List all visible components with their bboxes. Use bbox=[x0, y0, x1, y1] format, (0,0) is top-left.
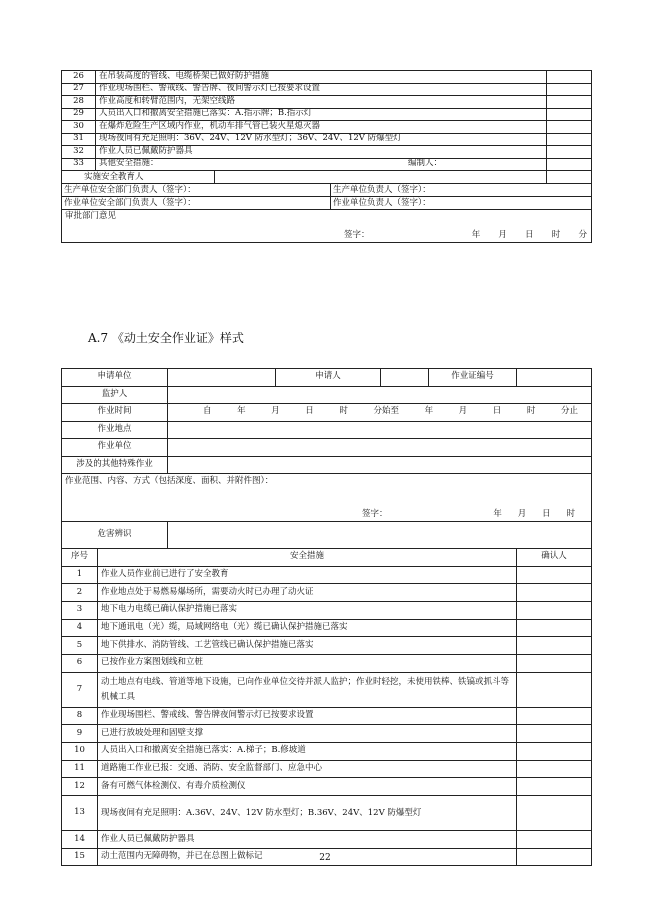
safety-measure-confirm[interactable] bbox=[517, 796, 592, 831]
safety-measure-no: 1 bbox=[62, 566, 98, 584]
safety-measure-confirm[interactable] bbox=[517, 619, 592, 637]
safety-measure-confirm[interactable] bbox=[517, 637, 592, 655]
measure-row bbox=[62, 108, 592, 121]
safety-measure-confirm[interactable] bbox=[517, 584, 592, 602]
measure-no: 31 bbox=[62, 133, 96, 146]
safety-educator-extra bbox=[547, 171, 592, 184]
supervisor-field[interactable] bbox=[168, 386, 592, 404]
safety-measure-row bbox=[62, 760, 592, 778]
measure-text: 作业高度和转臂范围内，无架空线路 bbox=[96, 96, 547, 109]
excavation-permit-table bbox=[61, 368, 592, 866]
safety-measure-no: 5 bbox=[62, 637, 98, 655]
safety-measure-no: 8 bbox=[62, 707, 98, 725]
safety-measure-text: 动土地点有电线、管道等地下设施，已向作业单位交待并派人监护；作业时轻挖，未使用铁棒、铁镐或抓斗等机械工具 bbox=[98, 672, 517, 707]
time-unit: 日 bbox=[305, 406, 314, 417]
confirm-cell[interactable] bbox=[547, 108, 592, 121]
time-unit: 年 bbox=[237, 406, 246, 417]
time-unit: 时 bbox=[551, 230, 561, 241]
safety-measure-no: 12 bbox=[62, 778, 98, 796]
safety-measure-text: 地下通讯电（光）缆，局域网络电（光）缆已确认保护措施已落实 bbox=[98, 619, 517, 637]
safety-measure-no: 2 bbox=[62, 584, 98, 602]
supervisor-label: 监护人 bbox=[62, 386, 168, 404]
col-header-no: 序号 bbox=[62, 549, 98, 567]
applicant-label: 申请人 bbox=[276, 369, 381, 387]
safety-measure-confirm[interactable] bbox=[517, 760, 592, 778]
safety-measure-row bbox=[62, 601, 592, 619]
safety-measure-confirm[interactable] bbox=[517, 566, 592, 584]
applicant-unit-label: 申请单位 bbox=[62, 369, 168, 387]
safety-measure-confirm[interactable] bbox=[517, 601, 592, 619]
safety-measure-row bbox=[62, 743, 592, 761]
signature-right[interactable]: 作业单位负责人（签字）： bbox=[333, 198, 431, 208]
measure-row bbox=[62, 96, 592, 109]
confirm-cell[interactable] bbox=[547, 121, 592, 134]
signature-right[interactable]: 生产单位负责人（签字）： bbox=[333, 185, 431, 195]
signature-left[interactable]: 生产单位安全部门负责人（签字）： bbox=[62, 184, 331, 196]
safety-measure-row bbox=[62, 707, 592, 725]
safety-measure-no: 4 bbox=[62, 619, 98, 637]
safety-measure-row bbox=[62, 619, 592, 637]
time-unit: 时 bbox=[526, 406, 536, 417]
safety-measure-confirm[interactable] bbox=[517, 707, 592, 725]
measure-no: 27 bbox=[62, 83, 96, 96]
time-unit: 分始至 bbox=[373, 406, 399, 417]
time-unit: 年 bbox=[471, 230, 481, 241]
safety-measure-text: 作业人员作业前已进行了安全教育 bbox=[98, 566, 517, 584]
approval-label: 审批部门意见 bbox=[65, 211, 117, 221]
safety-measure-row bbox=[62, 637, 592, 655]
safety-measure-row bbox=[62, 725, 592, 743]
time-unit: 月 bbox=[498, 230, 507, 241]
safety-measure-row bbox=[62, 831, 592, 849]
work-scope-field[interactable] bbox=[62, 474, 592, 522]
measure-row bbox=[62, 83, 592, 96]
confirm-cell[interactable] bbox=[547, 71, 592, 84]
safety-measure-row bbox=[62, 672, 592, 707]
measure-row bbox=[62, 121, 592, 134]
measure-text: 作业人员已佩戴防护器具 bbox=[96, 146, 547, 159]
confirm-cell[interactable] bbox=[547, 158, 592, 171]
safety-measure-text: 人员出入口和撤离安全措施已落实：A.梯子；B.修坡道 bbox=[98, 743, 517, 761]
time-unit: 分 bbox=[578, 230, 587, 241]
work-location-field[interactable] bbox=[168, 421, 592, 439]
safety-measure-no: 14 bbox=[62, 831, 98, 849]
measure-text: 人员出入口和撤离安全措施已落实：A.指示牌；B.指示灯 bbox=[96, 108, 547, 121]
work-time-label: 作业时间 bbox=[62, 404, 168, 422]
applicant-unit-field[interactable] bbox=[168, 369, 276, 387]
safety-measure-text: 已进行放坡处理和固壁支撑 bbox=[98, 725, 517, 743]
section-title: A.7 《动土安全作业证》样式 bbox=[88, 331, 244, 345]
measure-row bbox=[62, 146, 592, 159]
confirm-cell[interactable] bbox=[547, 146, 592, 159]
confirm-cell[interactable] bbox=[547, 96, 592, 109]
measure-row bbox=[62, 158, 592, 171]
measure-row bbox=[62, 71, 592, 84]
time-from-label: 自 bbox=[203, 406, 212, 417]
measure-text-label: 其他安全措施： bbox=[99, 158, 159, 169]
time-unit: 日 bbox=[492, 406, 502, 417]
safety-measure-no: 15 bbox=[62, 848, 98, 866]
safety-measure-confirm[interactable] bbox=[517, 743, 592, 761]
scope-sign-label: 签字： bbox=[362, 509, 388, 520]
safety-measure-confirm[interactable] bbox=[517, 831, 592, 849]
time-unit: 年 bbox=[424, 406, 434, 417]
measure-no: 32 bbox=[62, 146, 96, 159]
other-special-work-field[interactable] bbox=[168, 456, 592, 474]
hoisting-permit-table-continuation bbox=[61, 70, 592, 243]
hazard-label: 危害辨识 bbox=[62, 522, 168, 549]
time-unit: 分止 bbox=[560, 406, 578, 417]
time-unit: 月 bbox=[517, 509, 527, 520]
col-header-confirm: 确认人 bbox=[517, 549, 592, 567]
time-unit: 月 bbox=[271, 406, 280, 417]
safety-measure-no: 6 bbox=[62, 654, 98, 672]
time-unit: 年 bbox=[493, 509, 502, 520]
safety-educator-label: 实施安全教育人 bbox=[62, 171, 215, 183]
time-unit: 时 bbox=[339, 406, 348, 417]
safety-measure-row bbox=[62, 654, 592, 672]
permit-no-field[interactable] bbox=[517, 369, 592, 387]
work-scope-label: 作业范围、内容、方式（包括深度、面积、并附件图）： bbox=[65, 476, 274, 486]
time-unit: 月 bbox=[458, 406, 468, 417]
measure-no: 29 bbox=[62, 108, 96, 121]
measure-row bbox=[62, 133, 592, 146]
applicant-field[interactable] bbox=[381, 369, 429, 387]
safety-measure-text: 动土范围内无障碍物，并已在总图上做标记 bbox=[98, 848, 517, 866]
other-special-work-label: 涉及的其他特殊作业 bbox=[62, 456, 168, 474]
safety-measure-text: 作业现场围栏、警戒线、警告牌夜间警示灯已按要求设置 bbox=[98, 707, 517, 725]
measure-no: 28 bbox=[62, 96, 96, 109]
safety-measure-text: 地下供排水、消防管线、工艺管线已确认保护措施已落实 bbox=[98, 637, 517, 655]
safety-measure-no: 11 bbox=[62, 760, 98, 778]
safety-measure-row bbox=[62, 566, 592, 584]
safety-measure-text: 现场夜间有充足照明：A.36V、24V、12V 防水型灯；B.36V、24V、12V 防爆型灯 bbox=[98, 796, 517, 831]
safety-measure-text: 作业地点处于易燃易爆场所，需要动火时已办理了动火证 bbox=[98, 584, 517, 602]
safety-measure-no: 3 bbox=[62, 601, 98, 619]
safety-measure-row bbox=[62, 778, 592, 796]
safety-measure-row bbox=[62, 796, 592, 831]
safety-measure-confirm[interactable] bbox=[517, 725, 592, 743]
signature-row bbox=[62, 197, 592, 210]
measure-text bbox=[96, 158, 547, 171]
safety-measure-confirm[interactable] bbox=[517, 672, 592, 707]
signature-left[interactable]: 作业单位安全部门负责人（签字）： bbox=[62, 197, 331, 209]
safety-measure-confirm[interactable] bbox=[517, 778, 592, 796]
measure-text: 在吊装高度的管线、电缆桥架已做好防护措施 bbox=[96, 71, 547, 84]
approval-field[interactable] bbox=[62, 210, 592, 243]
measure-no: 26 bbox=[62, 71, 96, 84]
measure-text: 在爆炸危险生产区域内作业，机动车排气管已装火星熄灭器 bbox=[96, 121, 547, 134]
confirm-cell[interactable] bbox=[547, 133, 592, 146]
signature-row bbox=[62, 184, 592, 197]
time-unit: 日 bbox=[542, 509, 551, 520]
measure-text: 作业现场围栏、警戒线、警告牌、夜间警示灯已按要求设置 bbox=[96, 83, 547, 96]
safety-measure-no: 7 bbox=[62, 672, 98, 707]
preparer-label: 编制人： bbox=[408, 158, 443, 169]
measure-no: 30 bbox=[62, 121, 96, 134]
safety-measure-no: 9 bbox=[62, 725, 98, 743]
safety-measure-text: 道路施工作业已报：交通、消防、安全监督部门、应急中心 bbox=[98, 760, 517, 778]
hazard-field[interactable] bbox=[168, 522, 592, 549]
work-time-field[interactable] bbox=[168, 404, 592, 422]
safety-measure-confirm[interactable] bbox=[517, 654, 592, 672]
work-unit-field[interactable] bbox=[168, 439, 592, 457]
safety-measure-text: 已按作业方案图划线和立桩 bbox=[98, 654, 517, 672]
measure-no: 33 bbox=[62, 158, 96, 171]
safety-measure-text: 作业人员已佩戴防护器具 bbox=[98, 831, 517, 849]
safety-measure-no: 13 bbox=[62, 796, 98, 831]
page-number: 22 bbox=[319, 853, 331, 863]
work-location-label: 作业地点 bbox=[62, 421, 168, 439]
safety-educator-row bbox=[62, 171, 547, 184]
time-unit: 时 bbox=[566, 509, 576, 520]
time-unit: 日 bbox=[525, 230, 534, 241]
confirm-cell[interactable] bbox=[547, 83, 592, 96]
work-unit-label: 作业单位 bbox=[62, 439, 168, 457]
approval-sign-label: 签字： bbox=[344, 230, 370, 241]
col-header-measure: 安全措施 bbox=[98, 549, 517, 567]
measure-text: 现场夜间有充足照明：36V、24V、12V 防水型灯；36V、24V、12V 防爆型灯 bbox=[96, 133, 547, 146]
permit-no-label: 作业证编号 bbox=[429, 369, 517, 387]
safety-measure-no: 10 bbox=[62, 743, 98, 761]
safety-measure-text: 地下电力电缆已确认保护措施已落实 bbox=[98, 601, 517, 619]
safety-measure-row bbox=[62, 584, 592, 602]
safety-measure-text: 备有可燃气体检测仪、有毒介质检测仪 bbox=[98, 778, 517, 796]
safety-educator-field[interactable] bbox=[215, 171, 546, 183]
